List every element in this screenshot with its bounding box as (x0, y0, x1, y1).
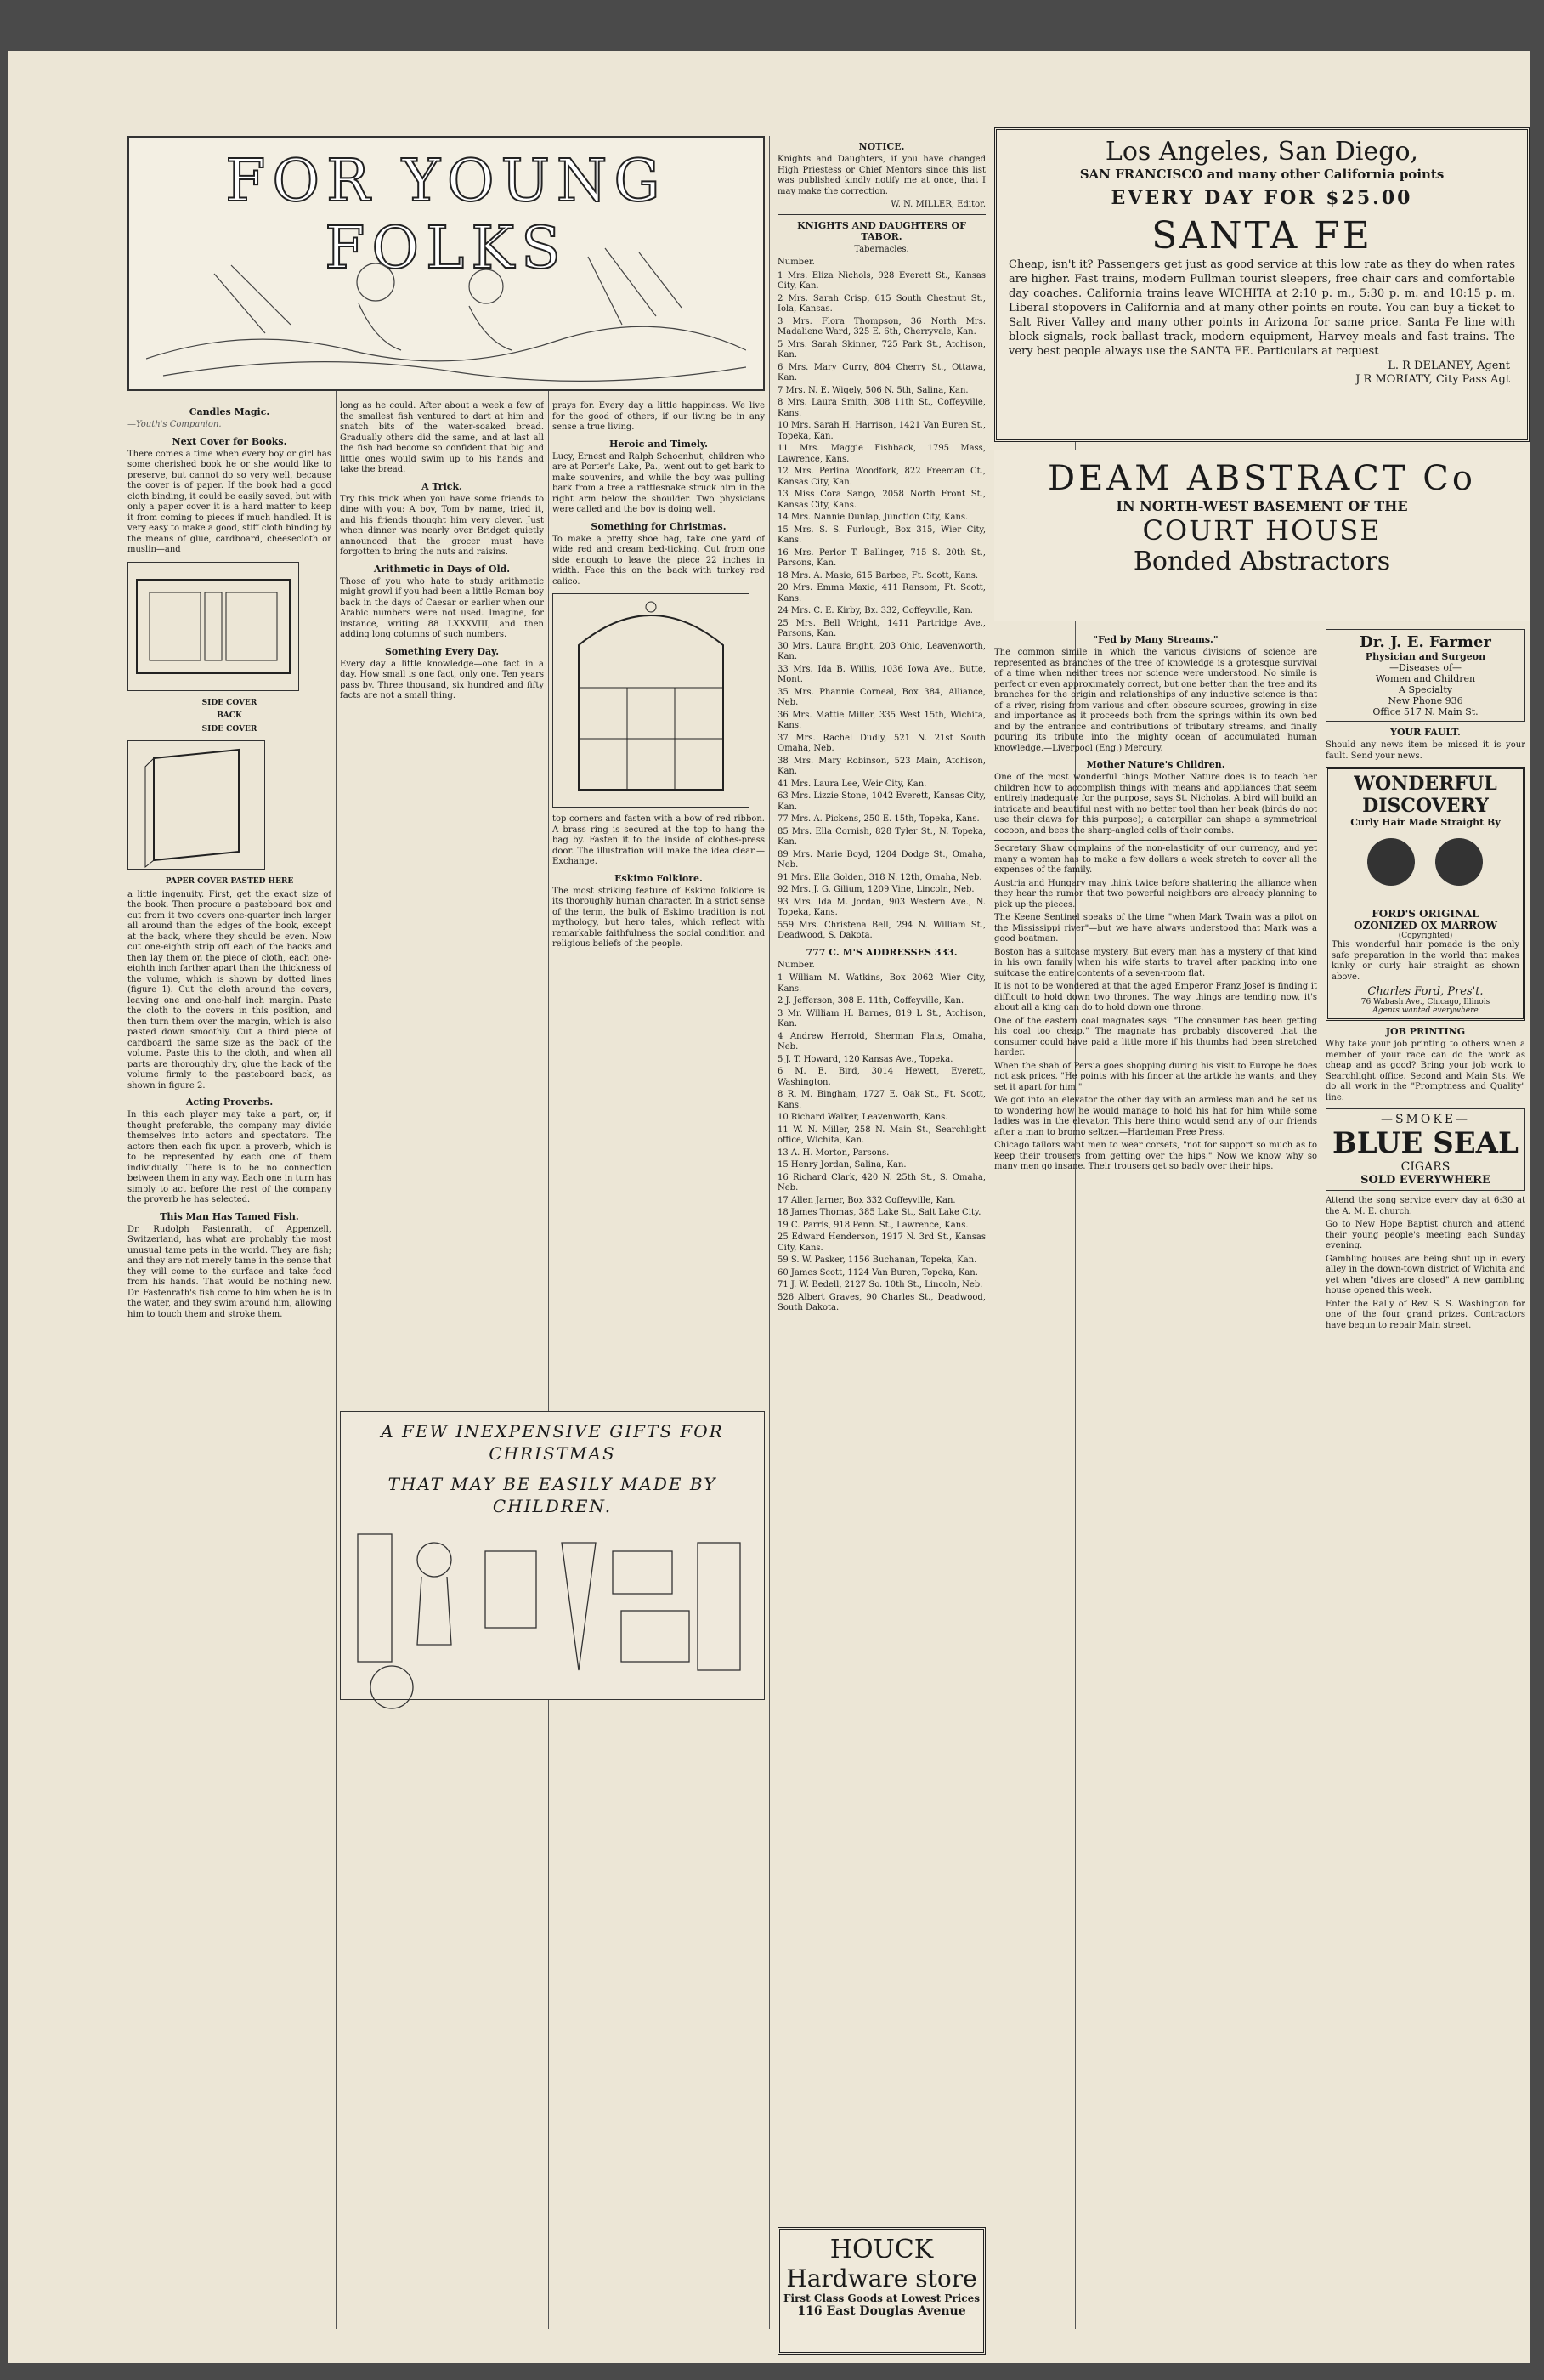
heroic-title: Heroic and Timely. (608, 438, 708, 450)
something-every-day-text: Every day a little knowledge—one fact in a day. How small is one fact, only one. Ten years pass by. Three thousand, six hundred and fifty facts are not a small thing. (340, 659, 544, 700)
list-item: 71 J. W. Bedell, 2127 So. 10th St., Lincoln, Neb. (778, 1280, 983, 1289)
farmer-ad (1326, 629, 1525, 722)
book-cover-figure-2 (127, 740, 265, 870)
figure-2-label: PAPER COVER PASTED HERE (165, 877, 294, 886)
streams-text: The common simile in which the various divisions of science are represented as branches of the tree of knowledge is a grotesque survival of a time when neither trees nor science were understood. No simile is perfect or even approximately correct, but one better than the tree and its branches for the origin and relationships of any inductive science is that of a river, rising from various and often obscure sources, growing in size and importance as it proceeds both from the springs within its own bed and by the entrance and contributions of tributary streams, and finally pouring its tribute into the mighty ocean of accumulated human knowledge.—Liverpool (Eng.) Mercury. (994, 648, 1317, 753)
dean-line-1: IN NORTH-WEST BASEMENT OF THE (1116, 498, 1408, 514)
list-item: 25 Mrs. Bell Wright, 1411 Partridge Ave., Parsons, Kan. (778, 618, 986, 638)
list-item: 526 Albert Graves, 90 Charles St., Deadwood, South Dakota. (778, 1292, 986, 1312)
notice-signature: W. N. MILLER, Editor. (891, 200, 986, 209)
gambling-text: Gambling houses are being shut up in every alley in the down-town district of Wichita and yet when "dives are closed" A new gambling house opened this week. (1326, 1254, 1525, 1295)
mother-nature-text: One of the most wonderful things Mother Nature does is to teach her children how to accomplish things with means and appliances that seem entirely inadequate for the purpose, says St. Nicholas. A bird will build an intricate and beautiful nest with no better tool than her beak (birds do not use their claws for this purpose); a caterpillar can shape a symmetrical cocoon, and bees the sharp-angled cells of their combs. (994, 773, 1317, 836)
young-folks-banner (127, 136, 765, 391)
houck-hardware-ad (778, 2227, 986, 2354)
divider (994, 840, 1317, 841)
christmas-gifts-box (340, 1411, 765, 1700)
sold-everywhere: SOLD EVERYWHERE (1360, 1174, 1490, 1187)
sf-agent-1: L. R DELANEY, Agent (1388, 360, 1510, 372)
list-item: 10 Richard Walker, Leavenworth, Kans. (778, 1113, 948, 1122)
houck-store: Hardware store (786, 2264, 977, 2292)
column-rule (336, 136, 337, 2329)
list-item: 93 Mrs. Ida M. Jordan, 903 Western Ave., N. Topeka, Kans. (778, 897, 986, 917)
list-item: 7 Mrs. N. E. Wigely, 506 N. 5th, Salina, Kan. (778, 385, 969, 395)
list-item: 11 Mrs. Maggie Fishback, 1795 Mass, Lawrence, Kans. (778, 444, 986, 464)
list-item: 1 Mrs. Eliza Nichols, 928 Everett St., Kansas City, Kan. (778, 270, 986, 291)
rally-text: Enter the Rally of Rev. S. S. Washington for one of the four grand prizes. Contractors have begun to repair Main street. (1326, 1299, 1525, 1330)
list-item: 5 J. T. Howard, 120 Kansas Ave., Topeka. (778, 1054, 953, 1064)
list-item: 24 Mrs. C. E. Kirby, Bx. 332, Coffeyville, Kan. (778, 606, 973, 615)
list-item: 35 Mrs. Phannie Corneal, Box 384, Alliance, Neb. (778, 687, 986, 707)
houck-name: HOUCK (829, 2235, 934, 2264)
divider (778, 214, 986, 215)
arithmetic-title: Arithmetic in Days of Old. (373, 563, 511, 575)
streams-title: "Fed by Many Streams." (1093, 634, 1219, 645)
list-item: 60 James Scott, 1124 Van Buren, Topeka, Kan. (778, 1267, 978, 1278)
list-item: 5 Mrs. Sarah Skinner, 725 Park St., Atchison, Kan. (778, 339, 986, 360)
tamed-fish-title: This Man Has Tamed Fish. (160, 1210, 299, 1222)
column-3 (552, 401, 765, 1404)
tabor-title: KNIGHTS AND DAUGHTERS OF TABOR. (797, 219, 966, 242)
list-item: 1 William M. Watkins, Box 2062 Wier City, Kans. (778, 973, 986, 994)
list-item: 4 Andrew Herrold, Sherman Flats, Omaha, Neb. (778, 1031, 986, 1051)
poem-title: Candles Magic. (189, 406, 270, 417)
santa-fe-ad (994, 128, 1530, 442)
christmas-text: To make a pretty shoe bag, take one yard of wide red and cream bed-ticking. Cut from one side enough to leave the piece 22 inches in width. Face this on the back with turkey red calico. (552, 534, 765, 586)
cigars-label: CIGARS (1400, 1160, 1451, 1174)
dean-line-2: COURT HOUSE (1142, 514, 1382, 547)
list-item: 37 Mrs. Rachel Dudly, 521 N. 21st South Omaha, Neb. (778, 733, 986, 753)
houck-address: 116 East Douglas Avenue (797, 2304, 966, 2318)
wonder-4: FORD'S ORIGINAL (1372, 908, 1479, 920)
cm-addresses-title: 777 C. M'S ADDRESSES 333. (806, 946, 958, 958)
number-label-2: Number. (778, 960, 815, 970)
list-item: 36 Mrs. Mattie Miller, 335 West 15th, Wichita, Kans. (778, 710, 986, 730)
figure-1-side2-label: SIDE COVER (201, 724, 257, 734)
wonder-agents: Agents wanted everywhere (1372, 1006, 1479, 1015)
list-item: 13 A. H. Morton, Parsons. (778, 1148, 890, 1158)
sf-text: Cheap, isn't it? Passengers get just as good service at this low rate as they do when rates are higher. Fast trains, modern Pullman tourist sleepers, free chair cars and comfortable day coaches. California trains leave WICHITA at 2:10 p. m., 5:30 p. m. and 10:15 p. m. Liberal stopovers in California and at many other points en route. You can buy a ticket to Salt River Valley and many other points in Arizona for same price. Santa Fe line with block signals, rock ballast track, modern equipment, Harvey meals and fast trains. The very best people always use the SANTA FE. Particulars at request (1009, 258, 1515, 358)
column-6 (1326, 629, 1525, 2346)
list-item: 18 Mrs. A. Masie, 615 Barbee, Ft. Scott, Kans. (778, 570, 979, 581)
tamed-fish-text: Dr. Rudolph Fastenrath, of Appenzell, Switzerland, has what are probably the most unusual tame pets in the world. They are fish; and they are not merely tame in the sense that they will come to the surface and take food from his hands. That would be nothing new. Dr. Fastenrath's fish come to him when he is in the water, and they swim around him, allowing him to touch them and stroke them. (127, 1224, 331, 1319)
job-printing-title: JOB PRINTING (1385, 1026, 1466, 1037)
list-item: 85 Mrs. Ella Cornish, 828 Tyler St., N. Topeka, Kan. (778, 826, 986, 847)
blue-seal-title: BLUE SEAL (1332, 1126, 1519, 1160)
wonder-2: DISCOVERY (1362, 795, 1489, 817)
eskimo-text: The most striking feature of Eskimo folklore is its thoroughly human character. In a strict sense of the term, the bulk of Eskimo tradition is not mythology, but hero tales, which reflect with remarkable faithfulness the social condition and religious beliefs of the people. (552, 886, 765, 949)
list-item: 13 Miss Cora Sango, 2058 North Front St., Kansas City, Kans. (778, 490, 986, 510)
chicago-text: Chicago tailors want men to wear corsets, "not for support so much as to keep their trousers from getting over the hips." Now we know why so many men go insane. Their trousers get so badly over their hips. (994, 1141, 1317, 1171)
column-5 (994, 629, 1317, 2346)
dean-line-3: Bonded Abstractors (1133, 547, 1391, 576)
poem-credit: —Youth's Companion. (127, 420, 222, 429)
figure-1-back-label: BACK (217, 711, 242, 720)
list-item: 91 Mrs. Ella Golden, 318 N. 12th, Omaha, Neb. (778, 872, 982, 882)
keene-text: The Keene Sentinel speaks of the time "when Mark Twain was a pilot on the Mississippi river"—but we have always understood that Mark was a good boatman. (994, 913, 1317, 944)
sf-line-1: Los Angeles, San Diego, (1105, 137, 1419, 167)
blue-seal-ad (1326, 1108, 1525, 1191)
tabor-subtitle: Tabernacles. (854, 244, 909, 254)
list-item: 8 R. M. Bingham, 1727 E. Oak St., Ft. Scott, Kans. (778, 1090, 986, 1110)
austria-text: Austria and Hungary may think twice before shattering the alliance when they hear the rumor that two powerful neighbors are already planning to pick up the pieces. (994, 878, 1317, 910)
acting-proverbs-title: Acting Proverbs. (185, 1096, 274, 1108)
portraits-illustration (1332, 828, 1519, 904)
list-item: 92 Mrs. J. G. Gilium, 1209 Vine, Lincoln, Neb. (778, 885, 975, 894)
list-item: 89 Mrs. Marie Boyd, 1204 Dodge St., Omaha, Neb. (778, 849, 986, 870)
trick-text: Try this trick when you have some friends to dine with you: A boy, Tom by name, tried it, and his friends thought him very clever. Just when dinner was nearly over Bridget quietly announced that the grocer must have forgotten to bring the nuts and raisins. (340, 494, 544, 557)
elevator-text: We got into an elevator the other day with an armless man and he set us to wondering how he would manage to hold his hat for him while some ladies was in the elevator. This here thing would send any of our friends after a man to bromo seltzer.—Hardeman Free Press. (994, 1096, 1317, 1137)
eskimo-title: Eskimo Folklore. (614, 872, 703, 884)
list-item: 16 Richard Clark, 420 N. 25th St., S. Omaha, Neb. (778, 1172, 986, 1193)
your-fault-text: Should any news item be missed it is your fault. Send your news. (1326, 740, 1525, 761)
list-item: 2 Mrs. Sarah Crisp, 615 South Chestnut St., Iola, Kansas. (778, 293, 986, 314)
list-item: 33 Mrs. Ida B. Willis, 1036 Iowa Ave., Butte, Mont. (778, 664, 986, 684)
tabor-list (778, 271, 986, 942)
book-cover-figure-1 (127, 562, 299, 691)
list-item: 6 M. E. Bird, 3014 Hewett, Everett, Washington. (778, 1067, 986, 1087)
emperor-text: It is not to be wondered at that the aged Emperor Franz Josef is finding it difficult to hold down two thrones. The way things are tending now, it's about all a king can do to hold down one throne. (994, 982, 1317, 1012)
list-item: 12 Mrs. Perlina Woodfork, 822 Freeman Ct., Kansas City, Kan. (778, 467, 986, 487)
hope-text: Go to New Hope Baptist church and attend their young people's meeting each Sunday evening. (1326, 1220, 1525, 1250)
list-item: 63 Mrs. Lizzie Stone, 1042 Everett, Kansas City, Kan. (778, 791, 986, 812)
arithmetic-text: Those of you who hate to study arithmetic might growl if you had been a little Roman boy back in the days of Caesar or earlier when our Arabic numbers were not used. Imagine, for instance, writing 88 LXXXVIII, and then adding long columns of such numbers. (340, 576, 544, 639)
column-2 (340, 401, 544, 1404)
shaw-text: Secretary Shaw complains of the non-elasticity of our currency, and yet many a woman has to make a few dollars a week stretch to cover all the expenses of the family. (994, 844, 1317, 875)
wonder-1: WONDERFUL (1354, 773, 1497, 795)
attend-text: Attend the song service every day at 6:30 at the A. M. E. church. (1326, 1196, 1525, 1216)
list-item: 38 Mrs. Mary Robinson, 523 Main, Atchison, Kan. (778, 756, 986, 776)
list-item: 15 Henry Jordan, Salina, Kan. (778, 1160, 907, 1170)
list-item: 3 Mrs. Flora Thompson, 36 North Mrs. Madaliene Ward, 325 E. 6th, Cherryvale, Kan. (778, 316, 986, 337)
list-item: 59 S. W. Pasker, 1156 Buchanan, Topeka, Kan. (778, 1255, 977, 1265)
list-item: 11 W. N. Miller, 258 N. Main St., Searchlight office, Wichita, Kan. (778, 1125, 986, 1145)
fish-continued: long as he could. After about a week a few of the smallest fish ventured to dart at him and snatch bits of the water-soaked bread. Gradually others did the same, and at last all the fish had become so confident that big and little ones would swim up to his hands and take the bread. (340, 401, 544, 474)
list-item: 30 Mrs. Laura Bright, 203 Ohio, Leavenworth, Kan. (778, 641, 986, 661)
next-cover-title: Next Cover for Books. (172, 435, 287, 447)
smoke-label: —SMOKE— (1380, 1113, 1471, 1126)
wonder-6: (Copyrighted) (1398, 932, 1453, 940)
list-item: 2 J. Jefferson, 308 E. 11th, Coffeyville, Kan. (778, 996, 964, 1006)
houck-goods: First Class Goods at Lowest Prices (783, 2292, 980, 2304)
trick-title: A Trick. (421, 480, 462, 492)
wonder-signature: Charles Ford, Pres't. (1367, 985, 1484, 998)
list-item: 77 Mrs. A. Pickens, 250 E. 15th, Topeka, Kans. (778, 814, 980, 824)
farmer-women: Women and Children (1375, 673, 1476, 684)
something-every-day-title: Something Every Day. (384, 645, 500, 657)
farmer-name: Dr. J. E. Farmer (1360, 633, 1491, 651)
list-item: 41 Mrs. Laura Lee, Weir City, Kan. (778, 779, 927, 789)
boston-text: Boston has a suitcase mystery. But every man has a mystery of that kind in his own family when his wife starts to travel after packing into one suitcase the entire contents of a seven-room flat. (994, 947, 1317, 978)
list-item: 17 Allen Jarner, Box 332 Coffeyville, Kan. (778, 1195, 956, 1205)
gifts-illustration (341, 1517, 762, 1713)
heroic-text: Lucy, Ernest and Ralph Schoenhut, children who are at Porter's Lake, Pa., went out to get bark to make souvenirs, and while the boy was pulling bark from a tree a rattlesnake struck him in the right arm below the shoulder. Two physicians were called and the boy is doing well. (552, 451, 765, 514)
newspaper-page (8, 51, 1530, 2363)
notice-text: Knights and Daughters, if you have changed High Priestess or Chief Mentors since this list was published kindly notify me at once, that I may make the correction. (778, 155, 986, 196)
list-item: 15 Mrs. S. S. Furlough, Box 315, Wier City, Kans. (778, 524, 986, 545)
sf-line-2: SAN FRANCISCO and many other California points (1079, 167, 1445, 182)
list-item: 3 Mr. William H. Barnes, 819 L St., Atchison, Kan. (778, 1008, 986, 1028)
next-cover-text: There comes a time when every boy or girl has some cherished book he or she would like to preserve, but cannot do so very well, because the cover is of paper. If the book had a good cloth binding, it could be easily saved, but with only a paper cover it is a hard matter to keep it from coming to pieces if much handled. It is very easy to make a good, stiff cloth binding by the means of glue, cardboard, cheesecloth or muslin—and (127, 449, 331, 554)
gifts-title-line-1: A FEW INEXPENSIVE GIFTS FOR CHRISTMAS (381, 1421, 724, 1464)
figure-1-side-label: SIDE COVER (201, 698, 257, 707)
gifts-title-line-2: THAT MAY BE EASILY MADE BY CHILDREN. (387, 1474, 717, 1516)
heroic-intro: prays for. Every day a little happiness. We live for the good of others, if our living be in any sense a true living. (552, 401, 765, 432)
your-fault-title: YOUR FAULT. (1390, 727, 1461, 738)
sf-agent-2: J R MORIATY, City Pass Agt (1355, 372, 1510, 386)
list-item: 18 James Thomas, 385 Lake St., Salt Lake City. (778, 1208, 981, 1217)
job-printing-text: Why take your job printing to others when a member of your race can do the work as cheap and as good? Bring your job work to Searchlight office. Second and Main Sts. We do all work in the "Promptness and Quality" line. (1326, 1040, 1525, 1102)
list-item: 10 Mrs. Sarah H. Harrison, 1421 Van Buren St., Topeka, Kan. (778, 421, 986, 441)
sf-title: SANTA FE (1151, 214, 1372, 258)
mother-nature-title: Mother Nature's Children. (1086, 759, 1225, 770)
cm-list (778, 973, 986, 1314)
farmer-office: Office 517 N. Main St. (1372, 706, 1479, 717)
wonder-text: This wonderful hair pomade is the only safe preparation in the world that makes kinky or curly hair straight as shown above. (1332, 940, 1519, 982)
coal-text: One of the eastern coal magnates says: "The consumer has been getting his coal too cheap." The magnate has probably discovered that the consumer could have paid a little more if his thumbs had been stretched harder. (994, 1016, 1317, 1057)
column-rule (769, 136, 770, 2329)
farmer-specialty: A Specialty (1399, 684, 1452, 695)
list-item: 14 Mrs. Nannie Dunlap, Junction City, Kans. (778, 513, 969, 522)
shoe-bag-illustration (552, 593, 749, 808)
list-item: 8 Mrs. Laura Smith, 308 11th St., Coffeyville, Kans. (778, 398, 986, 418)
list-item: 16 Mrs. Perlor T. Ballinger, 715 S. 20th St., Parsons, Kan. (778, 547, 986, 568)
column-1 (127, 401, 331, 1323)
number-label: Number. (778, 258, 815, 267)
list-item: 19 C. Parris, 918 Penn. St., Lawrence, Kans. (778, 1220, 969, 1230)
deam-abstract-ad (994, 450, 1530, 620)
wonder-3: Curly Hair Made Straight By (1350, 817, 1501, 828)
shah-text: When the shah of Persia goes shopping during his visit to Europe he does not ask prices. "He points with his finger at the article he wants, and they set it apart for him." (994, 1061, 1317, 1092)
banner-title: FOR YOUNG FOLKS (225, 148, 667, 282)
wonder-5: OZONIZED OX MARROW (1354, 920, 1497, 932)
wonderful-discovery-ad (1326, 767, 1525, 1021)
farmer-diseases: —Diseases of— (1388, 662, 1462, 673)
column-4 (778, 136, 986, 2218)
list-item: 559 Mrs. Christena Bell, 294 N. William St., Deadwood, S. Dakota. (778, 920, 986, 940)
sf-line-3: EVERY DAY FOR $25.00 (1111, 187, 1413, 209)
column-rule (548, 136, 549, 2329)
acting-proverbs-text: In this each player may take a part, or, if thought preferable, the company may divide themselves into actors and spectators. The actors then each fix upon a proverb, which is to be represented by each one of them individually. There is to be no connection between them in any way. Each one in turn has simply to act before the rest of the company the proverb he has selected. (127, 1110, 331, 1204)
list-item: 25 Edward Henderson, 1917 N. 3rd St., Kansas City, Kans. (778, 1232, 986, 1253)
banner-illustration (146, 223, 746, 384)
wonder-address: 76 Wabash Ave., Chicago, Illinois (1360, 998, 1490, 1006)
farmer-title: Physician and Surgeon (1365, 651, 1486, 662)
dean-title: DEAM ABSTRACT Co (1048, 459, 1476, 498)
farmer-phone: New Phone 936 (1388, 695, 1463, 706)
list-item: 6 Mrs. Mary Curry, 804 Cherry St., Ottawa, Kan. (778, 362, 986, 382)
christmas-title: Something for Christmas. (591, 520, 727, 532)
list-item: 20 Mrs. Emma Maxie, 411 Ransom, Ft. Scott, Kans. (778, 583, 986, 604)
notice-title: NOTICE. (858, 141, 905, 152)
cover-instructions: a little ingenuity. First, get the exact size of the book. Then procure a pasteboard box and cut from it two covers one-quarter inch larger all around than the edges of the book, except at the back, where they should be even. Now cut one-eighth strip off each of the backs and then lay them on the piece of cloth, each one-eighth inch farther apart than the thickness of the volume, which is shown by dotted lines (figure 1). Cut the cloth around the covers, leaving one and one-half inch margin. Paste the cloth to the covers in this position, and then turn them over the margin, which is also pasted down smoothly. Cut a third piece of cardboard the same size as the back of the volume. Paste this to the cloth, and when all parts are thoroughly dry, glue the back of the volume firmly to the pasteboard back, as shown in figure 2. (127, 889, 331, 1091)
christmas-after-text: top corners and fasten with a bow of red ribbon. A brass ring is secured at the top to hang the bag by. Fasten it to the inside of clothes-press door. The illustration will make the idea clear.—Exchange. (552, 814, 765, 866)
